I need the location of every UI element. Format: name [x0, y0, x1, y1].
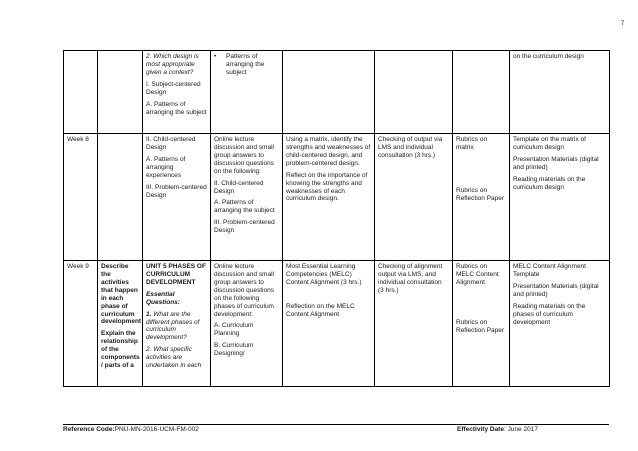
resource-text: Presentation Materials (digital and printed): [513, 282, 599, 298]
resource-text: Template on the matrix of curriculum design: [513, 136, 586, 151]
resources-cell: [510, 51, 610, 134]
resources-cell: [510, 261, 610, 387]
assessment-cell: [283, 134, 375, 261]
activity-text: A. Curriculum Planning: [214, 322, 254, 338]
question-text: 2. What specific activities are undertaken in each: [146, 346, 202, 370]
content-cell: [143, 134, 211, 261]
table-row: [64, 51, 610, 134]
checking-text: Checking of output via LMS and individual consultation (3 hrs.): [378, 136, 443, 159]
content-text: I. Subject-centered Design: [146, 80, 201, 96]
rubrics-cell: [453, 51, 510, 134]
question-text: [146, 311, 207, 343]
content-text: A. Patterns of arranging experiences: [146, 155, 186, 179]
assessment-text: Most Essential Learning Competencies (MELC) Content Alignment (3 hrs.): [286, 263, 362, 286]
rubric-text: Rubrics on matrix: [456, 136, 488, 151]
activities-cell: [211, 261, 283, 387]
content-text: A. Patterns of arranging the subject: [146, 100, 207, 116]
checking-cell: [375, 51, 453, 134]
activity-text: II. Child-centered Design: [214, 179, 264, 195]
footer-divider: [63, 424, 609, 425]
effectivity-date: [457, 426, 538, 433]
week-cell: Week 8: [64, 134, 98, 261]
activity-text: Online lecture discussion and small group answers to discussion questions on the following phases of curriculum development:: [214, 263, 274, 318]
assessment-cell: [283, 261, 375, 387]
checking-cell: [375, 261, 453, 387]
content-text: III. Problem-centered Design: [146, 183, 207, 199]
page-number: 7: [621, 21, 625, 27]
bullet-icon: •: [214, 53, 217, 60]
objective-text: Explain the relationship of the components / parts of a: [101, 330, 140, 370]
reference-code-label: Reference Code:: [63, 426, 115, 433]
rubric-text: Rubrics on Reflection Paper: [456, 186, 505, 202]
bullet-text: Patterns of arranging the subject: [226, 53, 265, 76]
content-cell: [143, 51, 211, 134]
checking-text: Checking of alignment output via LMS, and individual consultation (3 hrs.): [378, 263, 443, 294]
checking-cell: [375, 134, 453, 261]
question-body: What are the different phases of curriculum development?: [146, 310, 200, 342]
syllabus-table: [63, 50, 610, 387]
activity-text: B. Curriculum Designing/: [214, 342, 254, 358]
effectivity-date-value: : June 2017: [503, 426, 538, 433]
table-row: [64, 134, 610, 261]
essential-questions-label: Essential Questions:: [146, 290, 180, 306]
activities-cell: [211, 134, 283, 261]
objectives-cell: [98, 134, 143, 261]
activity-text: A. Patterns of arranging the subject: [214, 199, 275, 215]
assessment-text: Reflection on the MELC Content Alignment: [286, 302, 355, 318]
objectives-cell: [98, 51, 143, 134]
resource-text: MELC Content Alignment Template: [513, 263, 586, 278]
resource-text: on the curriculum design: [513, 53, 584, 60]
unit-title: UNIT 5 PHASES OF CURRICULUM DEVELOPMENT: [146, 263, 206, 286]
rubric-text: Rubrics on Reflection Paper: [456, 318, 505, 334]
effectivity-date-label: Effectivity Date: [457, 426, 504, 433]
resources-cell: [510, 134, 610, 261]
activity-text: Online lecture discussion and small group answers to discussion questions on the following:: [214, 136, 274, 175]
table-row: [64, 261, 610, 387]
resource-text: Reading materials on the phases of curriculum development: [513, 302, 586, 326]
reference-code: [63, 426, 199, 433]
rubrics-cell: [453, 261, 510, 387]
bullet-item: [214, 53, 279, 77]
activities-cell: [211, 51, 283, 134]
rubrics-cell: [453, 134, 510, 261]
objectives-cell: [98, 261, 143, 387]
resource-text: Presentation Materials (digital and printed): [513, 155, 599, 171]
week-cell: [64, 51, 98, 134]
assessment-cell: [283, 51, 375, 134]
resource-text: Reading materials on the curriculum design: [513, 175, 586, 191]
activity-text: III. Problem-centered Design: [214, 219, 275, 235]
content-text: II. Child-centered Design: [146, 136, 196, 151]
assessment-text: Reflect on the importance of knowing the strengths and weaknesses of each curriculum design.: [286, 171, 368, 203]
rubric-text: Rubrics on MELC Content Alignment: [456, 263, 499, 286]
reference-code-value: PNU-MN-2016-UCM-FM-002: [114, 426, 199, 433]
objective-text: Describe the activities that happen in each phase of curriculum development: [101, 263, 142, 326]
assessment-text: Using a matrix, identify the strengths and weaknesses of child-centered design, and problem-centered design.: [286, 136, 371, 167]
question-number: 1.: [146, 310, 152, 318]
content-cell: [143, 261, 211, 387]
week-cell: Week 9: [64, 261, 98, 387]
question-text: 2. Which design is most appropriate given a context?: [146, 53, 199, 76]
